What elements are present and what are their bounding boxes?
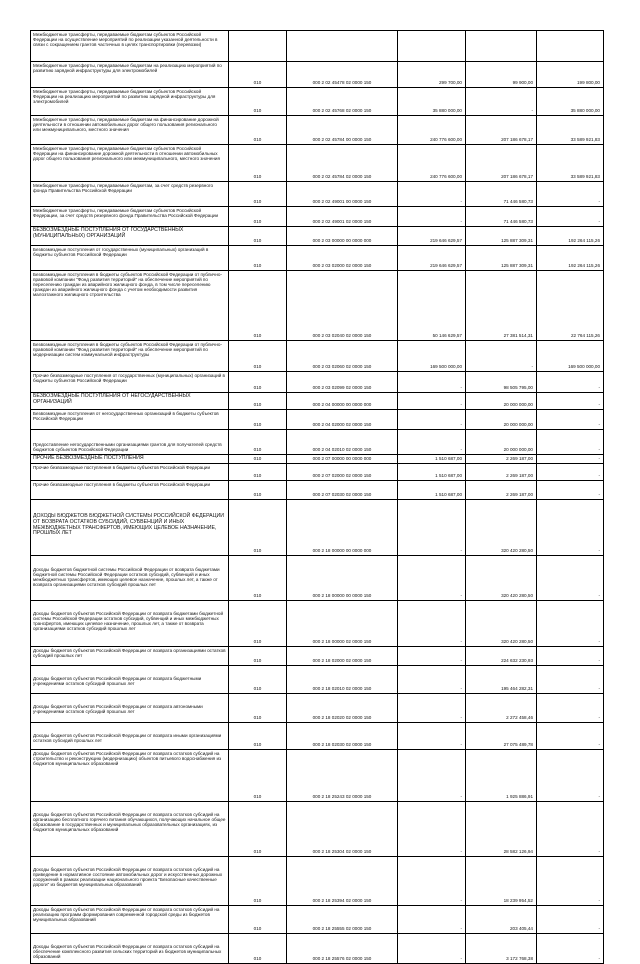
row-code: 010 bbox=[229, 556, 287, 601]
row-approved: - bbox=[398, 430, 466, 455]
row-code: 010 bbox=[229, 430, 287, 455]
row-name: Доходы бюджетов субъектов Российской Федерации от возврата иными организациями остатков субсидий прошлых лет bbox=[31, 723, 229, 750]
row-executed: 99 900,00 bbox=[466, 62, 537, 88]
row-code: 010 bbox=[229, 372, 287, 393]
row-executed: 20 000 000,00 bbox=[466, 430, 537, 455]
row-code: 010 bbox=[229, 723, 287, 750]
row-unexecuted: 35 880 000,00 bbox=[537, 88, 604, 116]
row-executed: 71 446 580,73 bbox=[466, 207, 537, 227]
row-kbk: 000 2 07 02000 02 0000 150 bbox=[287, 464, 398, 481]
row-unexecuted: - bbox=[537, 934, 604, 964]
row-code: 010 bbox=[229, 464, 287, 481]
row-kbk: 000 2 18 02030 02 0000 150 bbox=[287, 723, 398, 750]
row-kbk: 000 2 18 00000 00 0000 150 bbox=[287, 556, 398, 601]
row-approved: - bbox=[398, 372, 466, 393]
table-row bbox=[31, 393, 604, 410]
row-kbk: 000 2 18 02000 02 0000 150 bbox=[287, 647, 398, 666]
row-name: Прочие безвозмездные поступления в бюджеты субъектов Российской Федерации bbox=[31, 481, 229, 500]
row-unexecuted: - bbox=[537, 601, 604, 647]
row-executed: 224 632 230,93 bbox=[466, 647, 537, 666]
row-approved: - bbox=[398, 182, 466, 207]
table-row bbox=[31, 857, 604, 906]
row-name: Безвозмездные поступления от государственных (муниципальных) организаций в бюджеты субъектов Российской Федерации bbox=[31, 246, 229, 271]
row-kbk: 000 2 04 02010 02 0000 150 bbox=[287, 430, 398, 455]
row-executed: 1 925 886,91 bbox=[466, 750, 537, 802]
table-row bbox=[31, 271, 604, 341]
row-name: Доходы бюджетов субъектов Российской Федерации от возврата автономными учреждениями остатков субсидий прошлых лет bbox=[31, 694, 229, 723]
row-executed: - bbox=[466, 88, 537, 116]
row-unexecuted: - bbox=[537, 906, 604, 934]
row-executed: 125 887 309,31 bbox=[466, 227, 537, 246]
row-code: 010 bbox=[229, 647, 287, 666]
row-name: Межбюджетные трансферты, передаваемые бюджетам субъектов Российской Федерации на финансирование дорожной деятельности в отношении автомобильных дорог общего пользования регионального или межмуниципального, местного значения bbox=[31, 145, 229, 182]
row-name: Доходы бюджетов субъектов Российской Федерации от возврата остатков субсидий на реализацию программ формирования современной городской среды из бюджетов муниципальных образований bbox=[31, 906, 229, 934]
row-executed: 2 272 458,46 bbox=[466, 694, 537, 723]
row-unexecuted: 192 264 115,26 bbox=[537, 227, 604, 246]
row-name: Доходы бюджетов субъектов Российской Федерации от возврата остатков субсидий на строительство и реконструкцию (модернизацию) объектов питьевого водоснабжения из бюджетов муниципальных образований bbox=[31, 750, 229, 802]
row-executed: 195 464 282,31 bbox=[466, 666, 537, 694]
row-unexecuted: 199 800,00 bbox=[537, 62, 604, 88]
table-row bbox=[31, 556, 604, 601]
row-approved: - bbox=[398, 410, 466, 430]
row-kbk: 000 2 18 25394 02 0000 150 bbox=[287, 857, 398, 906]
row-unexecuted: - bbox=[537, 556, 604, 601]
table-row bbox=[31, 666, 604, 694]
table-row bbox=[31, 341, 604, 372]
table-row bbox=[31, 227, 604, 246]
row-unexecuted: 22 764 115,26 bbox=[537, 271, 604, 341]
table-row bbox=[31, 694, 604, 723]
table-row bbox=[31, 207, 604, 227]
row-unexecuted: - bbox=[537, 393, 604, 410]
row-executed: 28 582 126,94 bbox=[466, 802, 537, 857]
row-kbk: 000 2 02 45784 00 0000 150 bbox=[287, 116, 398, 145]
row-approved: - bbox=[398, 647, 466, 666]
table-row bbox=[31, 906, 604, 934]
row-code: 010 bbox=[229, 116, 287, 145]
row-unexecuted: 33 589 921,83 bbox=[537, 116, 604, 145]
row-executed: 320 420 280,50 bbox=[466, 556, 537, 601]
row-unexecuted: - bbox=[537, 723, 604, 750]
row-executed: 320 420 280,50 bbox=[466, 601, 537, 647]
row-kbk: 000 2 03 00000 00 0000 000 bbox=[287, 227, 398, 246]
row-name: Межбюджетные трансферты, передаваемые бюджетам, за счет средств резервного фонда Правительства Российской Федерации bbox=[31, 182, 229, 207]
row-kbk: 000 2 02 45784 02 0000 150 bbox=[287, 145, 398, 182]
row-executed: 71 446 580,73 bbox=[466, 182, 537, 207]
row-kbk: 000 2 03 02060 02 0000 150 bbox=[287, 341, 398, 372]
row-kbk: 000 2 02 49001 00 0000 150 bbox=[287, 182, 398, 207]
row-approved: 299 700,00 bbox=[398, 62, 466, 88]
row-kbk: 000 2 02 45768 02 0000 150 bbox=[287, 88, 398, 116]
table-row bbox=[31, 723, 604, 750]
row-code: 010 bbox=[229, 341, 287, 372]
row-kbk: 000 2 07 02030 02 0000 150 bbox=[287, 481, 398, 500]
row-executed: 203 405,44 bbox=[466, 906, 537, 934]
row-executed: 207 186 678,17 bbox=[466, 116, 537, 145]
row-approved: 219 646 629,57 bbox=[398, 227, 466, 246]
row-unexecuted: - bbox=[537, 430, 604, 455]
row-name: Межбюджетные трансферты, передаваемые бюджетам субъектов Российской Федерации, за счет средств резервного фонда Правительства Российской Федерации bbox=[31, 207, 229, 227]
row-kbk: 000 2 18 25304 02 0000 150 bbox=[287, 802, 398, 857]
row-code: 010 bbox=[229, 601, 287, 647]
row-name: ДОХОДЫ БЮДЖЕТОВ БЮДЖЕТНОЙ СИСТЕМЫ РОССИЙСКОЙ ФЕДЕРАЦИИ ОТ ВОЗВРАТА ОСТАТКОВ СУБСИДИЙ, СУБВЕНЦИЙ И ИНЫХ МЕЖБЮДЖЕТНЫХ ТРАНСФЕРТОВ, ИМЕЮЩИХ ЦЕЛЕВОЕ НАЗНАЧЕНИЕ, ПРОШЛЫХ ЛЕТ bbox=[31, 500, 229, 556]
row-code: 010 bbox=[229, 271, 287, 341]
row-approved: - bbox=[398, 857, 466, 906]
table-row bbox=[31, 31, 604, 62]
row-name: Прочие безвозмездные поступления в бюджеты субъектов Российской Федерации bbox=[31, 464, 229, 481]
row-approved bbox=[398, 31, 466, 62]
table-row bbox=[31, 88, 604, 116]
row-code: 010 bbox=[229, 62, 287, 88]
row-kbk: 000 2 18 25555 02 0000 150 bbox=[287, 906, 398, 934]
row-kbk: 000 2 18 25243 02 0000 150 bbox=[287, 750, 398, 802]
row-name: Прочие безвозмездные поступления от государственных (муниципальных) организаций в бюджеты субъектов Российской Федерации bbox=[31, 372, 229, 393]
row-approved: - bbox=[398, 723, 466, 750]
row-code: 010 bbox=[229, 694, 287, 723]
row-executed: 2 269 187,00 bbox=[466, 481, 537, 500]
row-unexecuted: - bbox=[537, 464, 604, 481]
row-approved: 240 776 600,00 bbox=[398, 116, 466, 145]
row-approved: - bbox=[398, 750, 466, 802]
table-row bbox=[31, 647, 604, 666]
row-name: Доходы бюджетов субъектов Российской Федерации от возврата остатков субсидий на организацию бесплатного горячего питания обучающихся, получающих начальное общее образование в государственных и муниципальных образовательных организациях, из бюджетов муниципальных образований bbox=[31, 802, 229, 857]
table-row bbox=[31, 145, 604, 182]
row-executed: 320 420 280,50 bbox=[466, 500, 537, 556]
row-approved: 35 880 000,00 bbox=[398, 88, 466, 116]
row-unexecuted: 169 500 000,00 bbox=[537, 341, 604, 372]
row-unexecuted: - bbox=[537, 182, 604, 207]
row-kbk: 000 2 18 02020 02 0000 150 bbox=[287, 694, 398, 723]
row-code: 010 bbox=[229, 802, 287, 857]
row-kbk: 000 2 18 00000 00 0000 000 bbox=[287, 500, 398, 556]
table-row bbox=[31, 372, 604, 393]
table-body bbox=[31, 31, 604, 964]
row-unexecuted: - bbox=[537, 455, 604, 464]
row-approved: 219 646 629,57 bbox=[398, 246, 466, 271]
row-approved: 169 500 000,00 bbox=[398, 341, 466, 372]
table-row bbox=[31, 934, 604, 964]
row-kbk: 000 2 04 02000 02 0000 150 bbox=[287, 410, 398, 430]
row-kbk: 000 2 03 02000 02 0000 150 bbox=[287, 246, 398, 271]
row-unexecuted bbox=[537, 31, 604, 62]
row-unexecuted: - bbox=[537, 802, 604, 857]
row-executed: 20 000 000,00 bbox=[466, 410, 537, 430]
row-approved: 1 510 687,00 bbox=[398, 464, 466, 481]
row-code bbox=[229, 31, 287, 62]
row-executed: 2 269 187,00 bbox=[466, 464, 537, 481]
row-unexecuted: - bbox=[537, 647, 604, 666]
row-kbk: 000 2 18 25576 02 0000 150 bbox=[287, 934, 398, 964]
row-name: Доходы бюджетов субъектов Российской Федерации от возврата бюджетами бюджетной системы Российской Федерации остатков субсидий, субвенций и иных межбюджетных трансфертов, имеющих целевое назначение, прошлых лет, а также от возврата организациями остатков субсидий прошлых лет bbox=[31, 601, 229, 647]
row-name: БЕЗВОЗМЕЗДНЫЕ ПОСТУПЛЕНИЯ ОТ ГОСУДАРСТВЕННЫХ (МУНИЦИПАЛЬНЫХ) ОРГАНИЗАЦИЙ bbox=[31, 227, 229, 246]
row-approved: - bbox=[398, 802, 466, 857]
row-code: 010 bbox=[229, 207, 287, 227]
row-kbk: 000 2 03 02099 02 0000 150 bbox=[287, 372, 398, 393]
row-name: Безвозмездные поступления в бюджеты субъектов Российской Федерации от публично-правовой компании "Фонд развития территорий" на обеспечение мероприятий по переселению граждан из аварийного жилищного фонда, в том числе переселению граждан из аварийного жилищного фонда с учетом необходимости развития малоэтажного жилищного строительства bbox=[31, 271, 229, 341]
row-name: Межбюджетные трансферты, передаваемые бюджетам субъектов Российской Федерации на осуществление мероприятий по реализации указанной деятельности в связи с сокращением грантов частичных в целях транспортировки (перевозки) bbox=[31, 31, 229, 62]
row-executed: 125 887 309,31 bbox=[466, 246, 537, 271]
row-code: 010 bbox=[229, 227, 287, 246]
row-approved: - bbox=[398, 393, 466, 410]
row-unexecuted: - bbox=[537, 694, 604, 723]
row-approved: - bbox=[398, 694, 466, 723]
row-unexecuted: - bbox=[537, 372, 604, 393]
row-approved: - bbox=[398, 601, 466, 647]
row-name: ПРОЧИЕ БЕЗВОЗМЕЗДНЫЕ ПОСТУПЛЕНИЯ bbox=[31, 455, 229, 464]
table-row bbox=[31, 601, 604, 647]
row-name: Межбюджетные трансферты, передаваемые бюджетам субъектов Российской Федерации на реализацию мероприятий по развитию зарядной инфраструктуры для электромобилей bbox=[31, 88, 229, 116]
row-kbk: 000 2 18 00000 02 0000 150 bbox=[287, 601, 398, 647]
row-code: 010 bbox=[229, 182, 287, 207]
row-kbk: 000 2 02 45478 02 0000 150 bbox=[287, 62, 398, 88]
table-row bbox=[31, 116, 604, 145]
row-approved: - bbox=[398, 500, 466, 556]
table-row bbox=[31, 182, 604, 207]
row-executed: 207 186 678,17 bbox=[466, 145, 537, 182]
row-code: 010 bbox=[229, 666, 287, 694]
table-row bbox=[31, 62, 604, 88]
row-code: 010 bbox=[229, 857, 287, 906]
row-unexecuted: - bbox=[537, 481, 604, 500]
row-approved: - bbox=[398, 556, 466, 601]
row-unexecuted: 192 264 115,26 bbox=[537, 246, 604, 271]
table-row bbox=[31, 430, 604, 455]
row-executed: 2 269 187,00 bbox=[466, 455, 537, 464]
row-executed: 20 000 000,00 bbox=[466, 393, 537, 410]
row-name: Межбюджетные трансферты, передаваемые бюджетам на реализацию мероприятий по развитию зарядной инфраструктуры для электромобилей bbox=[31, 62, 229, 88]
table-row bbox=[31, 455, 604, 464]
row-name: Доходы бюджетов субъектов Российской Федерации от возврата бюджетными учреждениями остатков субсидий прошлых лет bbox=[31, 666, 229, 694]
row-unexecuted: - bbox=[537, 207, 604, 227]
row-unexecuted: - bbox=[537, 500, 604, 556]
report-table bbox=[30, 30, 604, 964]
row-code: 010 bbox=[229, 750, 287, 802]
row-code: 010 bbox=[229, 410, 287, 430]
row-executed: 3 172 768,38 bbox=[466, 934, 537, 964]
row-approved: - bbox=[398, 934, 466, 964]
row-kbk: 000 2 07 00000 00 0000 000 bbox=[287, 455, 398, 464]
table-row bbox=[31, 750, 604, 802]
row-code: 010 bbox=[229, 455, 287, 464]
row-kbk: 000 2 03 02040 02 0000 150 bbox=[287, 271, 398, 341]
row-name: Доходы бюджетов субъектов Российской Федерации от возврата остатков субсидий на приведение в нормативное состояние автомобильных дорог и искусственных дорожных сооружений в рамках реализации национального проекта "Безопасные качественные дороги" из бюджетов муниципальных образований bbox=[31, 857, 229, 906]
row-kbk bbox=[287, 31, 398, 62]
row-executed: 18 239 954,52 bbox=[466, 857, 537, 906]
row-code: 010 bbox=[229, 906, 287, 934]
row-unexecuted: - bbox=[537, 750, 604, 802]
table-row bbox=[31, 802, 604, 857]
row-code: 010 bbox=[229, 481, 287, 500]
table-row bbox=[31, 246, 604, 271]
row-name: Безвозмездные поступления в бюджеты субъектов Российской Федерации от публично-правовой компании "Фонд развития территорий" на обеспечение мероприятий по модернизации систем коммунальной инфраструктуры bbox=[31, 341, 229, 372]
row-approved: - bbox=[398, 207, 466, 227]
row-executed: 27 381 514,31 bbox=[466, 271, 537, 341]
row-name: Доходы бюджетов бюджетной системы Российской Федерации от возврата бюджетами бюджетной системы Российской Федерации остатков субсидий, субвенций и иных межбюджетных трансфертов, имеющих целевое назначение, прошлых лет, а также от возврата организациями остатков субсидий прошлых лет bbox=[31, 556, 229, 601]
row-executed bbox=[466, 31, 537, 62]
row-name: Доходы бюджетов субъектов Российской Федерации от возврата остатков субсидий на обеспечение комплексного развития сельских территорий из бюджетов муниципальных образований bbox=[31, 934, 229, 964]
row-unexecuted: 33 589 921,83 bbox=[537, 145, 604, 182]
row-executed: - bbox=[466, 341, 537, 372]
row-code: 010 bbox=[229, 934, 287, 964]
row-approved: 1 510 687,00 bbox=[398, 481, 466, 500]
row-kbk: 000 2 04 00000 00 0000 000 bbox=[287, 393, 398, 410]
row-executed: 98 505 795,00 bbox=[466, 372, 537, 393]
row-approved: - bbox=[398, 666, 466, 694]
row-kbk: 000 2 18 02010 02 0000 150 bbox=[287, 666, 398, 694]
row-unexecuted: - bbox=[537, 666, 604, 694]
row-approved: 50 146 629,57 bbox=[398, 271, 466, 341]
table-row bbox=[31, 481, 604, 500]
row-name: Доходы бюджетов субъектов Российской Федерации от возврата организациями остатков субсидий прошлых лет bbox=[31, 647, 229, 666]
row-unexecuted: - bbox=[537, 857, 604, 906]
row-code: 010 bbox=[229, 88, 287, 116]
table-row bbox=[31, 500, 604, 556]
row-executed: 27 075 489,78 bbox=[466, 723, 537, 750]
row-approved: 240 776 600,00 bbox=[398, 145, 466, 182]
row-name: Предоставление негосударственными организациями грантов для получателей средств бюджетов субъектов Российской Федерации bbox=[31, 430, 229, 455]
row-code: 010 bbox=[229, 393, 287, 410]
row-name: Безвозмездные поступления от негосударственных организаций в бюджеты субъектов Российской Федерации bbox=[31, 410, 229, 430]
row-code: 010 bbox=[229, 145, 287, 182]
table-row bbox=[31, 464, 604, 481]
row-code: 010 bbox=[229, 500, 287, 556]
table-row bbox=[31, 410, 604, 430]
row-approved: - bbox=[398, 906, 466, 934]
row-code: 010 bbox=[229, 246, 287, 271]
row-kbk: 000 2 02 49001 02 0000 150 bbox=[287, 207, 398, 227]
row-approved: 1 510 687,00 bbox=[398, 455, 466, 464]
row-name: Межбюджетные трансферты, передаваемые бюджетам на финансирование дорожной деятельности в отношении автомобильных дорог общего пользования регионального или межмуниципального, местного значения bbox=[31, 116, 229, 145]
row-unexecuted: - bbox=[537, 410, 604, 430]
row-name: БЕЗВОЗМЕЗДНЫЕ ПОСТУПЛЕНИЯ ОТ НЕГОСУДАРСТВЕННЫХ ОРГАНИЗАЦИЙ bbox=[31, 393, 229, 410]
